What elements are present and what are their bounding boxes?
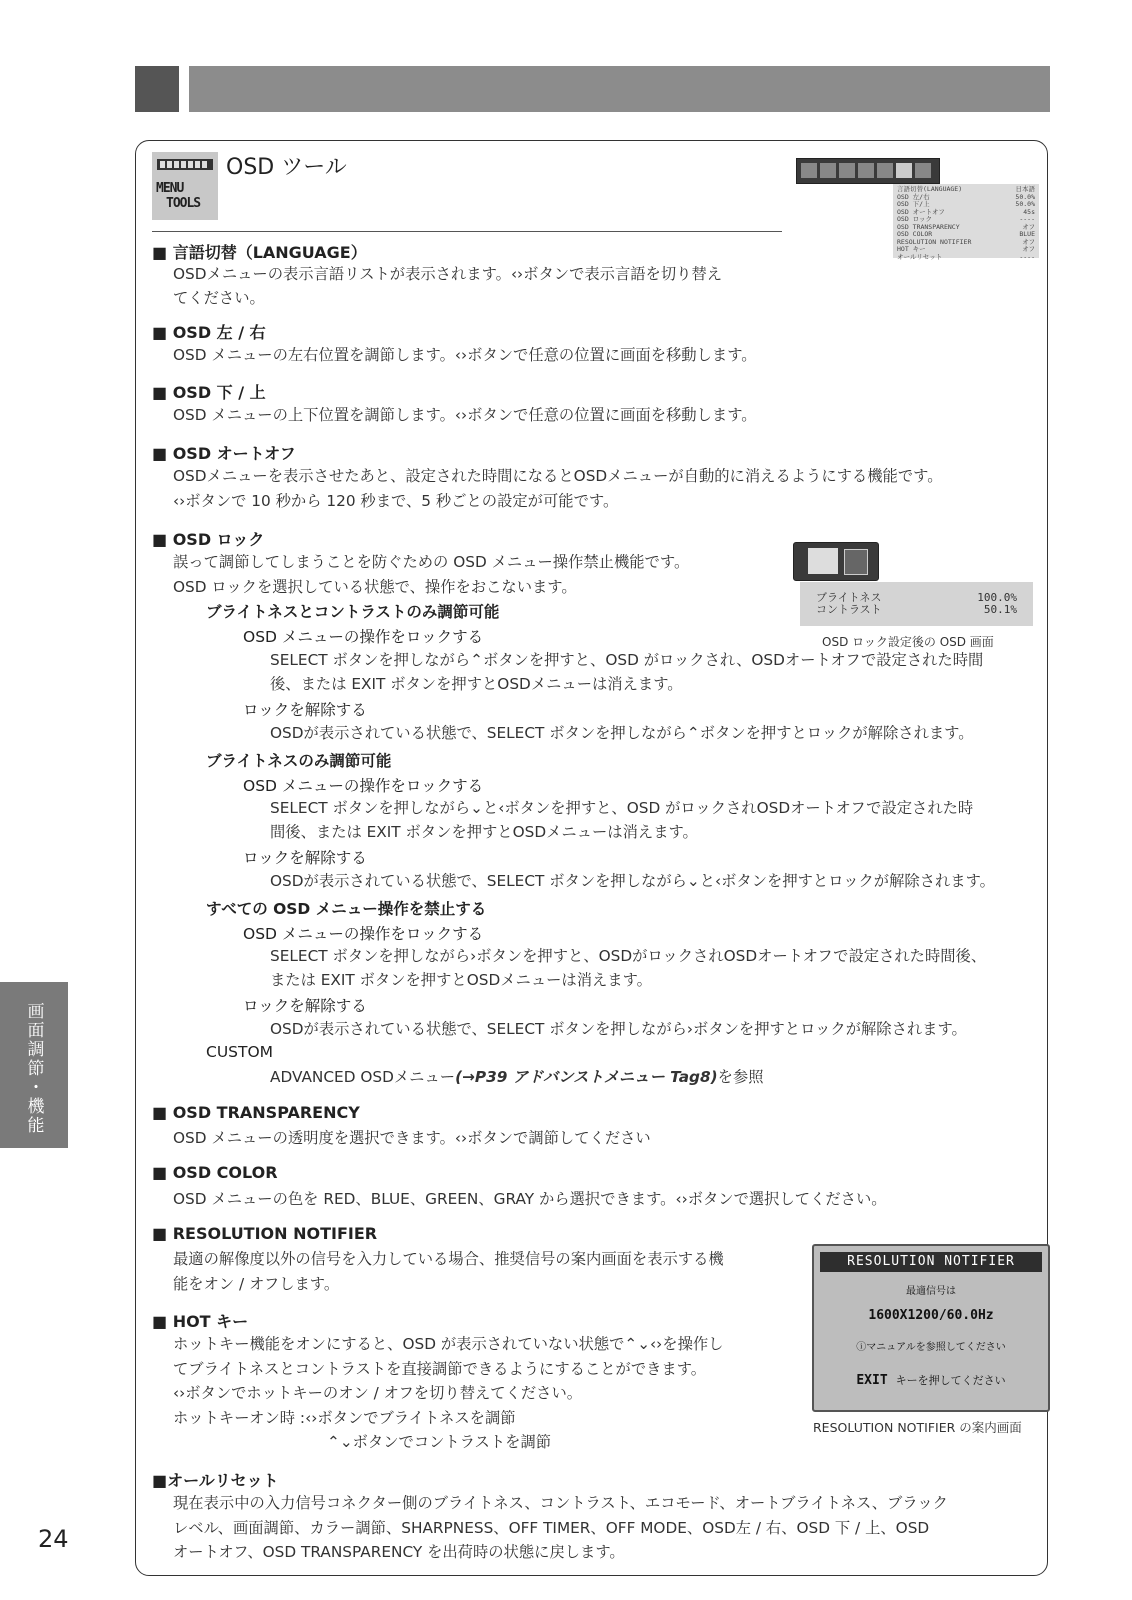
osd-menu-row: OSD オートオフ 45s — [897, 207, 1035, 216]
lock-sub-custom: CUSTOM — [206, 1043, 274, 1061]
text-line: SELECT ボタンを押しながら⌃ボタンを押すと、OSD がロックされ、OSDオートオフで設定された時間 — [270, 651, 984, 669]
heading-osd-ud: ■ OSD 下 / 上 — [152, 383, 266, 402]
heading-osd-lr: ■ OSD 左 / 右 — [152, 323, 266, 342]
text-line: 間後、または EXIT ボタンを押すとOSDメニューは消えます。 — [270, 823, 698, 841]
custom-reference-line: ADVANCED OSDメニュー(→P39 アドバンストメニュー Tag8)を参照 — [270, 1068, 764, 1086]
heading-all-reset: ■オールリセット — [152, 1471, 279, 1490]
text-line: ホットキー機能をオンにすると、OSD が表示されていない状態で⌃⌄‹›を操作し — [173, 1335, 724, 1353]
lock-sub-all: すべての OSD メニュー操作を禁止する — [206, 900, 487, 918]
lock-sub-heading: OSD メニューの操作をロックする — [243, 628, 484, 646]
text-line: ‹›ボタンでホットキーのオン / オフを切り替えてください。 — [173, 1384, 583, 1402]
text-line: OSDが表示されている状態で、SELECT ボタンを押しながら⌄と‹ボタンを押すとロックが解除されます。 — [270, 872, 995, 890]
osd-menu-panel-image — [893, 184, 1039, 261]
osd-menu-row: OSD COLOR BLUE — [897, 230, 1035, 238]
info-icon: ⓘ — [856, 1342, 867, 1353]
unlock-sub-heading: ロックを解除する — [243, 849, 367, 867]
osd-menu-row: オールリセット ---- — [897, 252, 1035, 261]
text-line: OSD メニューの色を RED、BLUE、GREEN、GRAY から選択できます。‹›ボタンで選択してください。 — [173, 1190, 887, 1208]
text-line: または EXIT ボタンを押すとOSDメニューは消えます。 — [270, 971, 652, 989]
text-line: OSD メニューの左右位置を調節します。‹›ボタンで任意の位置に画面を移動します。 — [173, 346, 757, 364]
text-line: OSDが表示されている状態で、SELECT ボタンを押しながら⌃ボタンを押すとロックが解除されます。 — [270, 724, 974, 742]
text-line: てください。 — [173, 289, 265, 307]
text-line: 誤って調節してしまうことを防ぐための OSD メニュー操作禁止機能です。 — [173, 553, 690, 571]
unlock-sub-heading: ロックを解除する — [243, 701, 367, 719]
header-bar — [189, 66, 1050, 112]
lock-sub-heading: OSD メニューの操作をロックする — [243, 925, 484, 943]
resolution-notifier-caption: RESOLUTION NOTIFIER の案内画面 — [813, 1420, 1022, 1435]
text-line: レベル、画面調節、カラー調節、SHARPNESS、OFF TIMER、OFF MODE、OSD左 / 右、OSD 下 / 上、OSD — [173, 1519, 930, 1537]
osd-menu-row: OSD 下/上 50.0% — [897, 200, 1035, 208]
heading-resolution-notifier: ■ RESOLUTION NOTIFIER — [152, 1224, 378, 1243]
heading-osd-transparency: ■ OSD TRANSPARENCY — [152, 1103, 360, 1122]
menu-tools-icon: MENU TOOLS — [152, 152, 218, 220]
text-line: OSD ロックを選択している状態で、操作をおこないます。 — [173, 578, 577, 596]
unlock-sub-heading: ロックを解除する — [243, 997, 367, 1015]
title-rule — [152, 231, 782, 232]
text-line: ‹›ボタンで 10 秒から 120 秒まで、5 秒ごとの設定が可能です。 — [173, 492, 619, 510]
text-line: てブライトネスとコントラストを直接調節できるようにすることができます。 — [173, 1360, 707, 1378]
osd-menu-row: OSD 左/右 50.0% — [897, 192, 1035, 201]
heading-osd-lock: ■ OSD ロック — [152, 530, 265, 549]
chapter-side-tab: 画面調節・機能 — [0, 982, 68, 1148]
osd-menu-row: RESOLUTION NOTIFIER オフ — [897, 237, 1035, 246]
osd-menu-toolbar-image — [796, 158, 940, 184]
header-block — [135, 66, 179, 112]
osd-lock-caption: OSD ロック設定後の OSD 画面 — [822, 635, 994, 649]
text-line: ホットキーオン時 :‹›ボタンでブライトネスを調節 — [173, 1409, 516, 1427]
heading-osd-color: ■ OSD COLOR — [152, 1163, 278, 1182]
osd-lock-toolbar-image — [793, 542, 879, 581]
lock-sub-brightness-contrast: ブライトネスとコントラストのみ調節可能 — [206, 603, 500, 621]
page-number: 24 — [38, 1525, 69, 1553]
osd-menu-row: HOT キー オフ — [897, 245, 1035, 253]
lock-sub-brightness: ブライトネスのみ調節可能 — [206, 752, 392, 770]
text-line: 能をオン / オフします。 — [173, 1275, 340, 1293]
text-line: OSD メニューの上下位置を調節します。‹›ボタンで任意の位置に画面を移動します。 — [173, 406, 757, 424]
osd-menu-row: OSD TRANSPARENCY オフ — [897, 222, 1035, 231]
heading-osd-autooff: ■ OSD オートオフ — [152, 444, 296, 463]
resolution-notifier-image: RESOLUTION NOTIFIER 最適信号は 1600X1200/60.0Hz ⓘマニュアルを参照してください EXIT キーを押してください — [812, 1244, 1050, 1412]
text-line: SELECT ボタンを押しながら›ボタンを押すと、OSDがロックされOSDオートオフで設定された時間後、 — [270, 947, 987, 965]
text-line: 後、または EXIT ボタンを押すとOSDメニューは消えます。 — [270, 675, 683, 693]
text-line: OSDメニューの表示言語リストが表示されます。‹›ボタンで表示言語を切り替え — [173, 265, 723, 283]
heading-language: ■ 言語切替（LANGUAGE） — [152, 243, 367, 262]
osd-lock-panel-image: ブライトネス 100.0% コントラスト 50.1% — [800, 582, 1033, 626]
heading-hot-key: ■ HOT キー — [152, 1312, 249, 1331]
lock-sub-heading: OSD メニューの操作をロックする — [243, 777, 484, 795]
text-line: オートオフ、OSD TRANSPARENCY を出荷時の状態に戻します。 — [173, 1543, 625, 1561]
text-line: OSD メニューの透明度を選択できます。‹›ボタンで調節してください — [173, 1129, 651, 1147]
text-line: OSDメニューを表示させたあと、設定された時間になるとOSDメニューが自動的に消えるようにする機能です。 — [173, 467, 943, 485]
text-line: SELECT ボタンを押しながら⌄と‹ボタンを押すと、OSD がロックされOSDオートオフで設定された時 — [270, 799, 974, 817]
section-title: OSD ツール — [226, 155, 347, 180]
text-line: 現在表示中の入力信号コネクター側のブライトネス、コントラスト、エコモード、オートブライトネス、ブラック — [173, 1494, 948, 1512]
page-reference: (→P39 アドバンストメニュー Tag8) — [455, 1068, 718, 1086]
osd-menu-row: OSD ロック ---- — [897, 215, 1035, 223]
text-line: 最適の解像度以外の信号を入力している場合、推奨信号の案内画面を表示する機 — [173, 1250, 724, 1268]
text-line: ⌃⌄ボタンでコントラストを調節 — [327, 1433, 552, 1451]
osd-menu-row: 言語切替(LANGUAGE) 日本語 — [897, 185, 1035, 193]
text-line: OSDが表示されている状態で、SELECT ボタンを押しながら›ボタンを押すとロックが解除されます。 — [270, 1020, 967, 1038]
